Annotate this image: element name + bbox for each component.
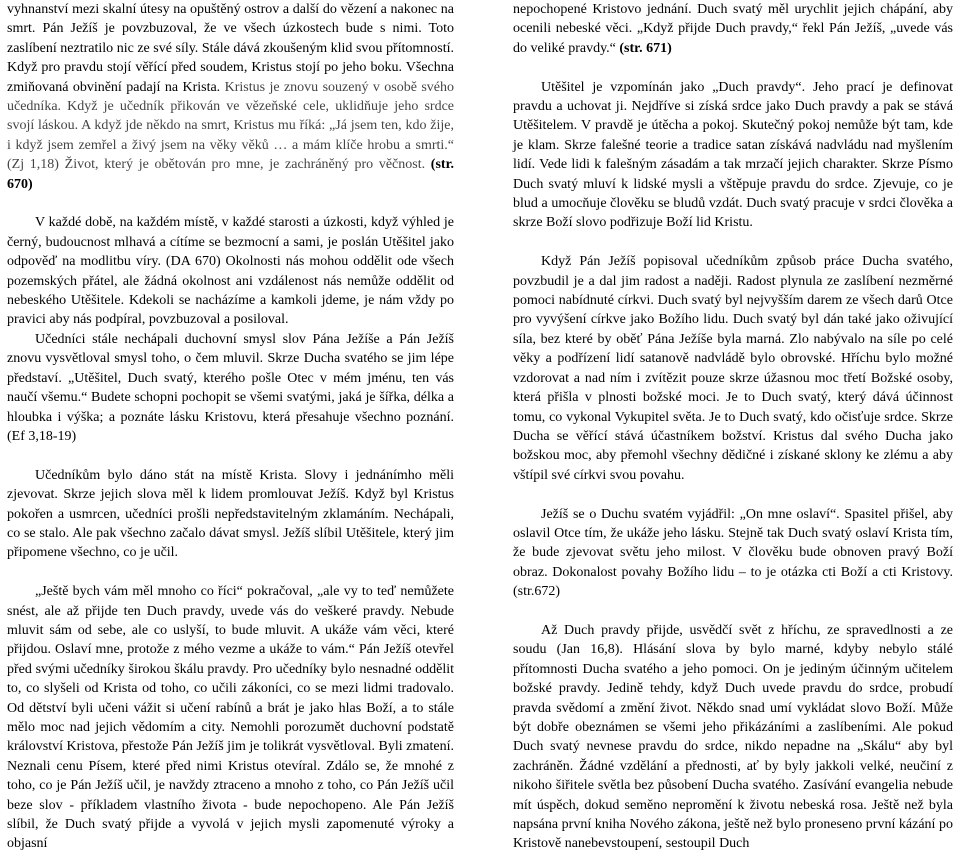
- paragraph-text: vyhnanství mezi skalní útesy na opuštěný ostrov a další do vězení a nakonec na smrt. Pán Ježíš je povzbuzoval, že ve všech úzkostech bude s nimi. Toto zaslíbení neztratilo nic ze své síly. Stále dává zkoušeným klid svou přítomností. Když pro pravdu stojí věřící před soudem, Kristus stojí po jeho boku. Všechna zmiňovaná obvinění padají na Krista.: [7, 2, 454, 95]
- paragraph: [7, 0, 454, 194]
- right-column: [513, 0, 953, 854]
- paragraph-text: nepochopené Kristovo jednání. Duch svatý měl urychlit jejich chápání, aby ocenili nebeské věci. „Když přijde Duch pravdy,“ řekl Pán Ježíš, „uvede vás do veliké pravdy.“: [513, 2, 953, 56]
- paragraph: Ježíš se o Duchu svatém vyjádřil: „On mne oslaví“. Spasitel přišel, aby oslavil Otce tím, že ukáže jeho lásku. Stejně tak Duch svatý oslaví Krista tím, že bude zjevovat světu jeho milost. V člověku bude obnoven pravý Boží obraz. Dokonalost povahy Božího lidu – to je otázka cti Boží a cti Kristovy. (str.672): [513, 506, 953, 600]
- paragraph: Učedníci stále nechápali duchovní smysl slov Pána Ježíše a Pán Ježíš znovu vysvětloval smysl toho, o čem mluvil. Skrze Ducha svatého se jim lépe představí. „Utěšitel, Duch svatý, kterého pošle Otec v mém jménu, ten vás naučí všemu.“ Budete schopni pochopit se všemi svatými, jaká je šířka, délka a hloubka i výška; a poznáte lásku Kristovu, která přesahuje všechno poznání. (Ef 3,18-19): [7, 331, 454, 444]
- paragraph: V každé době, na každém místě, v každé starosti a úzkosti, když výhled je černý, budoucnost mlhavá a cítíme se bezmocní a sami, je poslán Utěšitel jako odpověď na modlitbu víry. (DA 670) Okolnosti nás mohou oddělit ode všech pozemských přátel, ale žádná okolnost ani vzdálenost nás nemůže oddělit od nebeského Utěšitele. Kdekoli se nacházíme a kamkoli jdeme, je nám vždy po pravici aby nás podpíral, povzbuzoval a posiloval.: [7, 215, 454, 328]
- paragraph: Utěšitel je vzpomínán jako „Duch pravdy“. Jeho prací je definovat pravdu a uchovat ji. Nejdříve si získá srdce jako Duch pravdy a pak se stává Utěšitelem. V pravdě je útěcha a pokoj. Skutečný pokoj nemůže být tam, kde je klam. Skrze falešné teorie a tradice satan získává nadvládu nad myšlením lidí. Vede lidi k falešným zásadám a tak mrzačí jejich charakter. Skrze Písmo Duch svatý mluví k lidské mysli a vštěpuje pravdu do srdce. Zjevuje, co je blud a umocňuje člověku se bludů vzdát. Duch svatý pracuje v srdci člověka a skrze Boží slovo podřizuje Boží lid Kristu.: [513, 79, 953, 231]
- paragraph: Učedníkům bylo dáno stát na místě Krista. Slovy i jednánímho měli zjevovat. Skrze jejich slova měl k lidem promlouvat Ježíš. Když byl Kristus pokořen a usmrcen, učedníci prošli nepředstavitelným zklamáním. Nechápali, co se stalo. Ale pak všechno začalo dávat smysl. Ježíš slíbil Utěšitele, který jim připomene všechno, co je učil.: [7, 467, 454, 561]
- page-reference: (str. 670): [7, 157, 455, 192]
- paragraph: Když Pán Ježíš popisoval učedníkům způsob práce Ducha svatého, povzbudil je a dal jim radost a naději. Radost plynula ze zaslíbení nezměrné pomoci nabídnuté církvi. Duch svatý byl nejvyšším darem ze všech darů Otce pro vyvýšení církve jako Božího lidu. Duch svatý byl dán také jako oživující síla, bez které by oběť Pána Ježíše byla marná. Zlo nabývalo na síle po celé věky a podřízení lidí satanově nadvládě bylo obrovské. Hříchu bylo možné vzdorovat a nad ním i zvítězit pouze skrze úžasnou moc třetí Božské osoby, která přišla v plnosti božské moci. Je to Duch svatý, který dává účinnost tomu, co vykonal Vykupitel světa. Je to Duch svatý, kdo očisťuje srdce. Skrze Ducha se věřící stává účastníkem božství. Kristus dal svého Ducha jako božskou moc, aby přemohl všechny dědičné i získané sklony ke zlému a aby vštípil své církvi svou povahu.: [513, 254, 953, 483]
- left-column: [7, 0, 454, 854]
- paragraph: „Ještě bych vám měl mnoho co říci“ pokračoval, „ale vy to teď nemůžete snést, ale až přijde ten Duch pravdy, uvede vás do veškeré pravdy. Nebude mluvit sám od sebe, ale co uslyší, to bude mluvit. A ukáže vám věci, které přijdou. Oslaví mne, protože z mého vezme a ukáže to vám.“ Pán Ježíš otevřel před svými učedníky širokou škálu pravdy. Pro učedníky bylo nesnadné oddělit to, co slyšeli od Krista od toho, co učili zákoníci, co se mezi lidmi tradovalo. Od dětství byli učeni vážit si učení rabínů a brát je jako hlas Boží, a to stále mělo moc nad jejich vědomím a city. Nemohli porozumět duchovní podstatě království Kristova, přestože Pán Ježíš jim je tolikrát vysvětloval. Byli zmatení. Neznali cenu Písem, které před nimi Kristus otevíral. Zdálo se, že mnohé z toho, co je Pán Ježíš učil, je navždy ztraceno a mnoho z toho, co Pán Ježíš učil beze slov - příkladem vlastního života - bude nepochopeno. Ale Pán Ježíš slíbil, že Duch svatý přijde a vyvolá v jejich mysli zapomenuté výroky a objasní: [7, 584, 454, 852]
- page-reference: (str. 671): [619, 40, 672, 56]
- paragraph-text-gray: Kristus je znovu souzený v osobě svého učedníka. Když je učedník přikován ve vězeňské cele, uklidňuje jeho srdce svojí láskou. A když jde někdo na smrt, Kristus mu říká: „Já jsem ten, kdo žije, i když jsem zemřel a živý jsem na věky věků … a mám klíče hrobu a smrti.“ (Zj 1,18) Život, který je obětován pro mne, je zachráněný pro věčnost.: [7, 79, 454, 173]
- paragraph: Až Duch pravdy přijde, usvědčí svět z hříchu, ze spravedlnosti a ze soudu (Jan 16,8). Hlásání slova by bylo marné, kdyby nebylo stálé přítomnosti Ducha svatého a jeho pomoci. On je jediným účinným učitelem božské pravdy. Jedině tehdy, když Duch uvede pravdu do srdce, probudí pravda svědomí a změní život. Někdo snad umí vykládat slovo Boží. Může být dobře obeznámen se všemi jeho přikázáními a zaslíbeními. Ale pokud Duch svatý nevnese pravdu do srdce, nikdo nepadne na „Skálu“ aby byl zachráněn. Žádné vzdělání a přednosti, ať by byly jakkoli velké, neučiní z nikoho šiřitele světla bez působení Ducha svatého. Zasívání evangelia nebude mít úspěch, dokud seměno nepromění k životu nebeská rosa. Ještě než byla napsána první kniha Nového zákona, ještě než bylo proneseno první kázání po Kristově nanebevstoupení, sestoupil Duch: [513, 622, 953, 852]
- paragraph: [513, 0, 953, 58]
